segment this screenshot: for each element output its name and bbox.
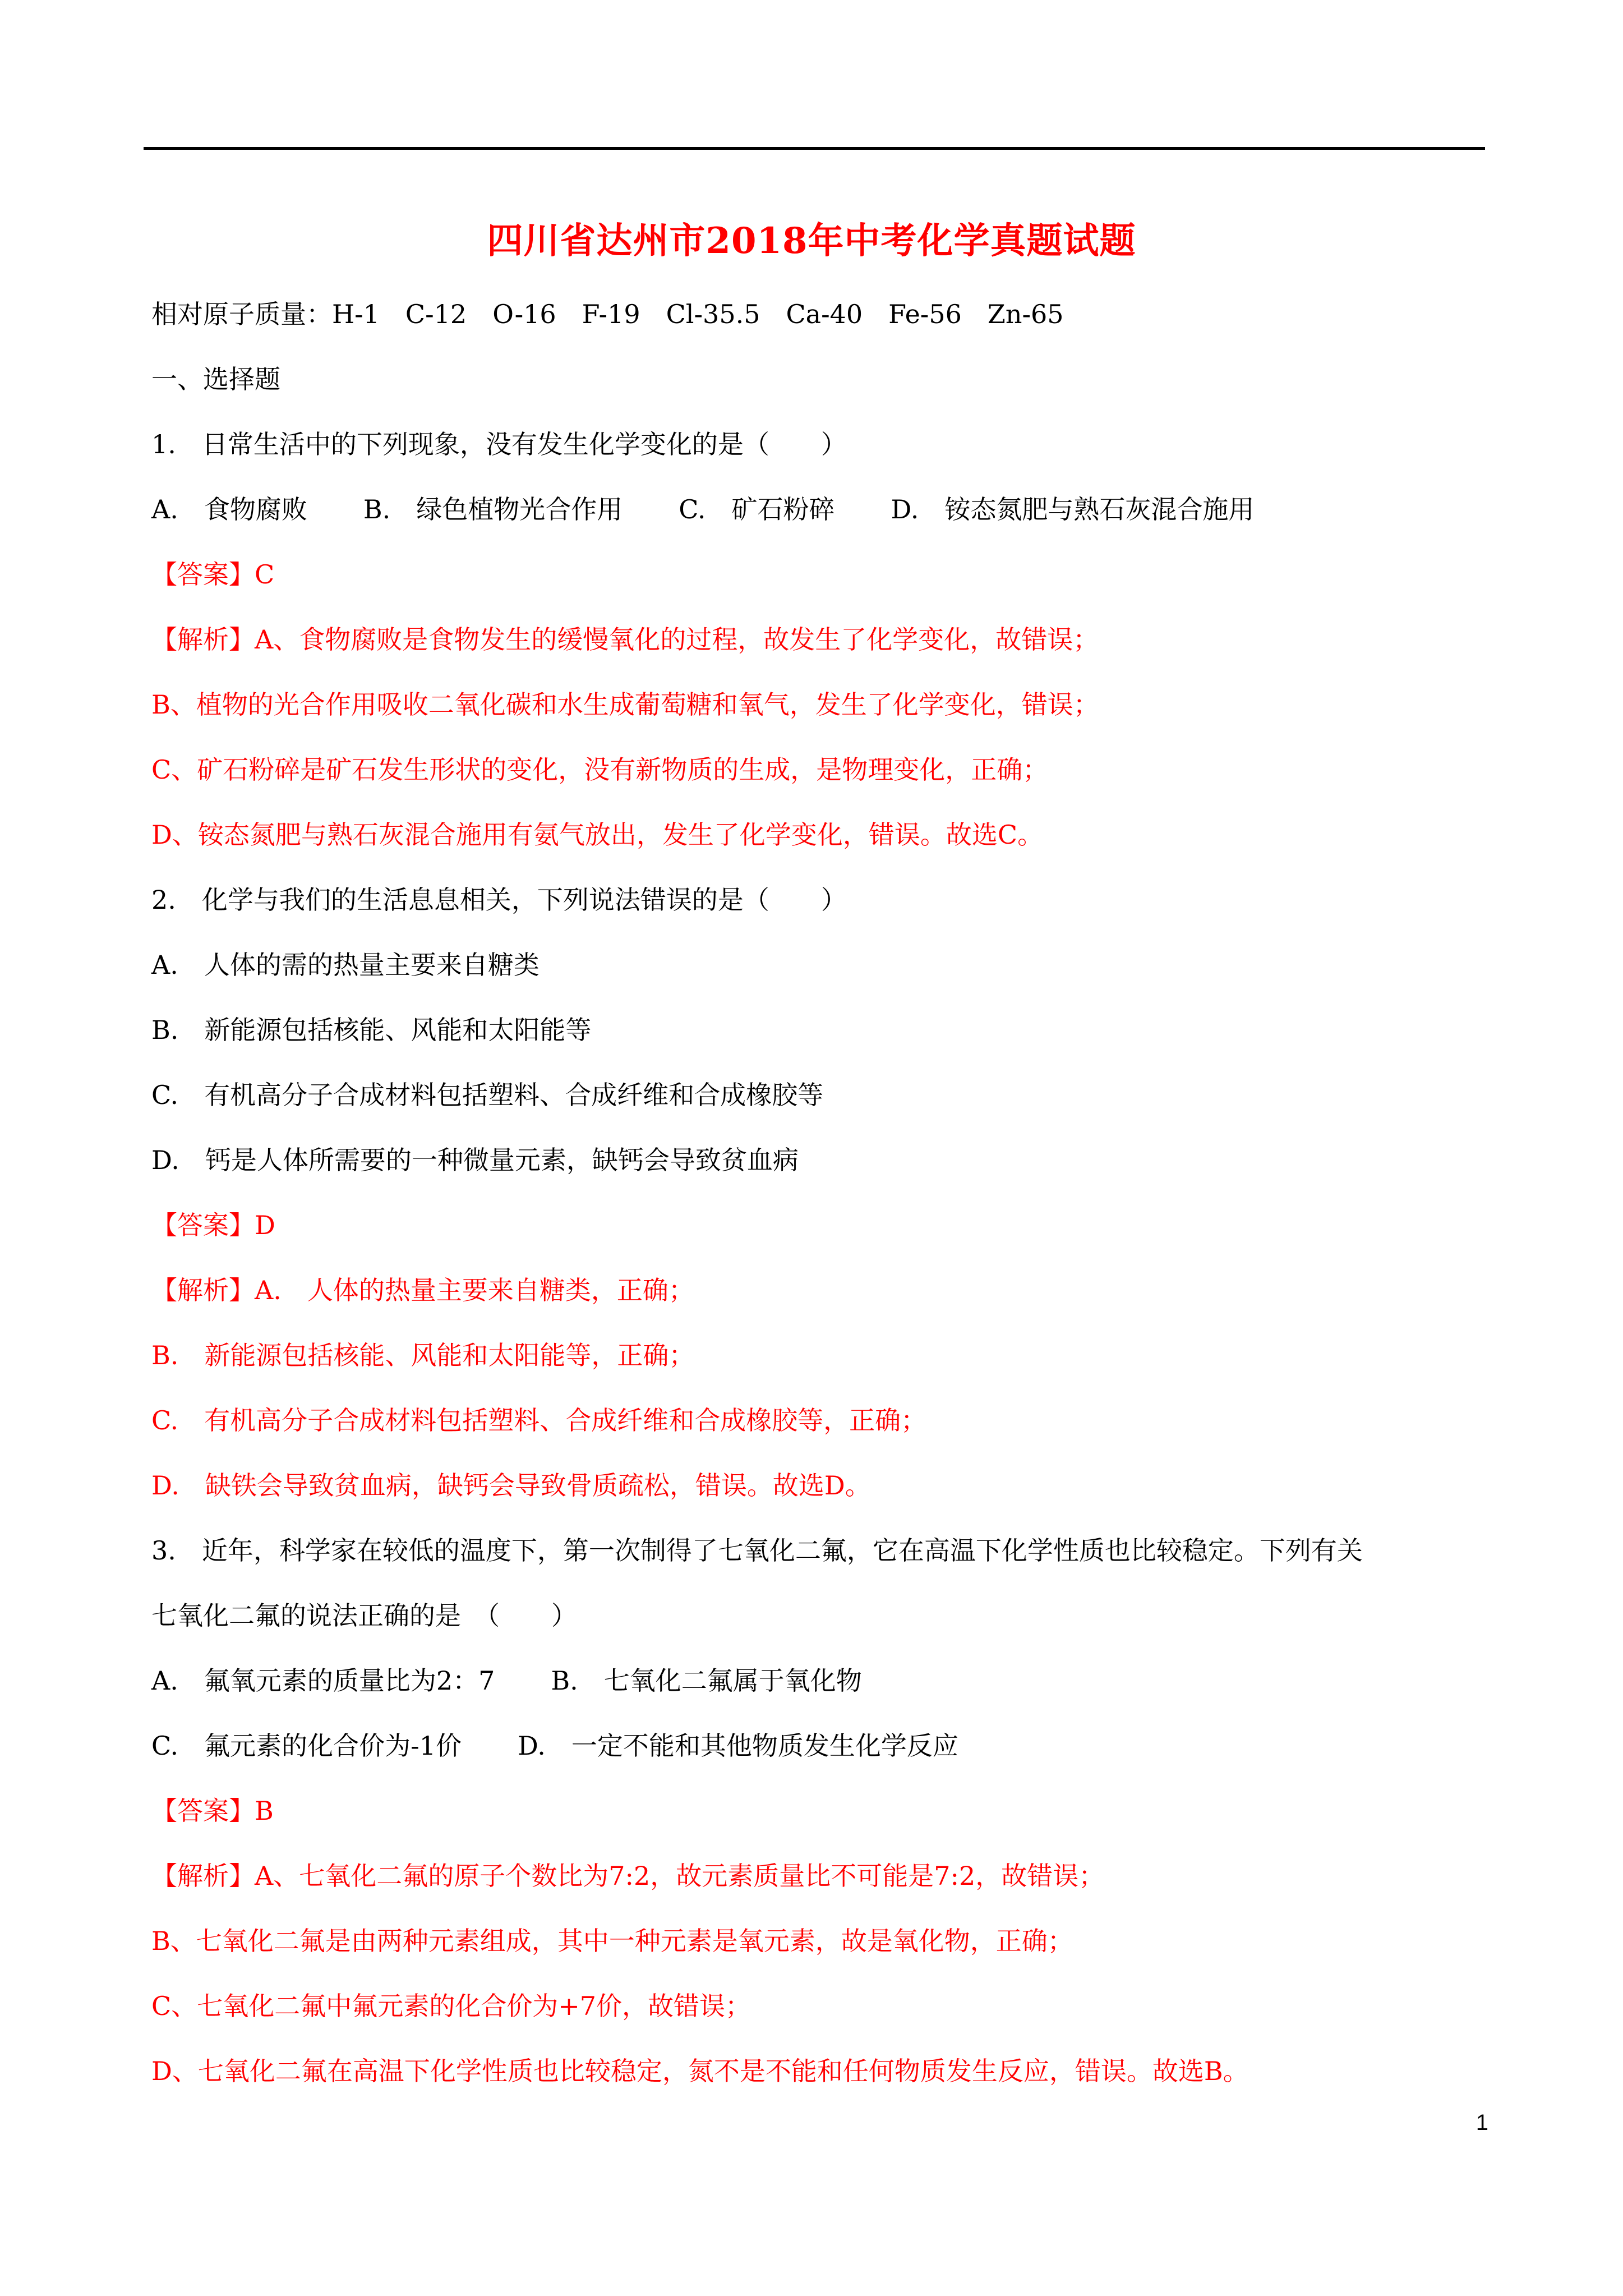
page-title: 四川省达州市2018年中考化学真题试题 <box>487 220 1136 262</box>
question-1-option-a: A. 食物腐败 <box>151 494 307 524</box>
question-3-answer <box>151 1794 274 1828</box>
question-3-option-d: D. 一定不能和其他物质发生化学反应 <box>518 1731 958 1761</box>
question-3-analysis-4: D、七氧化二氟在高温下化学性质也比较稳定，氮不是不能和任何物质发生反应，错误。故选B。 <box>151 2056 1249 2086</box>
analysis-tag: 【解析】 <box>151 1275 255 1305</box>
question-1-stem: 1. 日常生活中的下列现象，没有发生化学变化的是（ ） <box>151 429 847 459</box>
question-1-option-d: D. 铵态氮肥与熟石灰混合施用 <box>891 494 1255 524</box>
question-1-analysis-2: B、植物的光合作用吸收二氧化碳和水生成葡萄糖和氧气，发生了化学变化，错误； <box>151 689 1099 720</box>
question-1-answer <box>151 558 274 591</box>
question-3-options-row-2 <box>151 1729 958 1763</box>
question-3-option-a: A. 氟氧元素的质量比为2：7 <box>151 1665 495 1696</box>
question-2-analysis-1 <box>151 1273 694 1307</box>
analysis-text: A. 人体的热量主要来自糖类，正确； <box>255 1275 694 1305</box>
question-3-options-row-1 <box>151 1664 862 1697</box>
answer-value: C <box>255 559 275 590</box>
question-2-analysis-4: D. 缺铁会导致贫血病，缺钙会导致骨质疏松，错误。故选D。 <box>151 1470 871 1501</box>
atomic-masses: 相对原子质量：H-1 C-12 O-16 F-19 Cl-35.5 Ca-40 Fe-56 Zn-65 <box>151 299 1064 329</box>
question-2-option-b: B. 新能源包括核能、风能和太阳能等 <box>151 1015 592 1045</box>
question-3-stem-line-1: 3. 近年，科学家在较低的温度下，第一次制得了七氧化二氟，它在高温下化学性质也比较稳定。下列有关 <box>151 1535 1363 1566</box>
question-3-analysis-2: B、七氧化二氟是由两种元素组成，其中一种元素是氧元素，故是氧化物，正确； <box>151 1926 1073 1956</box>
question-2-analysis-2: B. 新能源包括核能、风能和太阳能等，正确； <box>151 1340 695 1370</box>
question-3-analysis-3: C、七氧化二氟中氟元素的化合价为+7价，故错误； <box>151 1991 751 2021</box>
question-3-analysis-1 <box>151 1859 1104 1893</box>
question-2-option-a: A. 人体的需的热量主要来自糖类 <box>151 950 540 980</box>
section-heading: 一、选择题 <box>151 364 280 394</box>
answer-tag: 【答案】 <box>151 1796 255 1826</box>
question-2-stem: 2. 化学与我们的生活息息相关，下列说法错误的是（ ） <box>151 885 847 915</box>
question-3-option-c: C. 氟元素的化合价为-1价 <box>151 1731 462 1761</box>
question-1-analysis-1 <box>151 623 1099 656</box>
question-1-analysis-4: D、铵态氮肥与熟石灰混合施用有氨气放出，发生了化学变化，错误。故选C。 <box>151 820 1044 850</box>
question-1-options <box>151 493 1254 526</box>
analysis-tag: 【解析】 <box>151 624 255 655</box>
answer-tag: 【答案】 <box>151 559 255 590</box>
answer-value: B <box>255 1796 274 1826</box>
answer-value: D <box>255 1210 275 1240</box>
question-2-answer <box>151 1208 275 1242</box>
analysis-text: A、食物腐败是食物发生的缓慢氧化的过程，故发生了化学变化，故错误； <box>255 624 1099 655</box>
question-2-option-c: C. 有机高分子合成材料包括塑料、合成纤维和合成橡胶等 <box>151 1080 824 1110</box>
question-1-option-c: C. 矿石粉碎 <box>679 494 835 524</box>
question-2-analysis-3: C. 有机高分子合成材料包括塑料、合成纤维和合成橡胶等，正确； <box>151 1405 927 1435</box>
question-3-stem-line-2: 七氧化二氟的说法正确的是 （ ） <box>151 1600 577 1631</box>
question-3-option-b: B. 七氧化二氟属于氧化物 <box>551 1665 862 1696</box>
page-number: 1 <box>1476 2110 1488 2135</box>
question-1-analysis-3: C、矿石粉碎是矿石发生形状的变化，没有新物质的生成，是物理变化，正确； <box>151 754 1049 785</box>
analysis-tag: 【解析】 <box>151 1861 255 1891</box>
question-1-option-b: B. 绿色植物光合作用 <box>363 494 623 524</box>
header-rule <box>144 147 1485 150</box>
analysis-text: A、七氧化二氟的原子个数比为7:2，故元素质量比不可能是7:2，故错误； <box>255 1861 1105 1891</box>
answer-tag: 【答案】 <box>151 1210 255 1240</box>
question-2-option-d: D. 钙是人体所需要的一种微量元素，缺钙会导致贫血病 <box>151 1145 799 1175</box>
